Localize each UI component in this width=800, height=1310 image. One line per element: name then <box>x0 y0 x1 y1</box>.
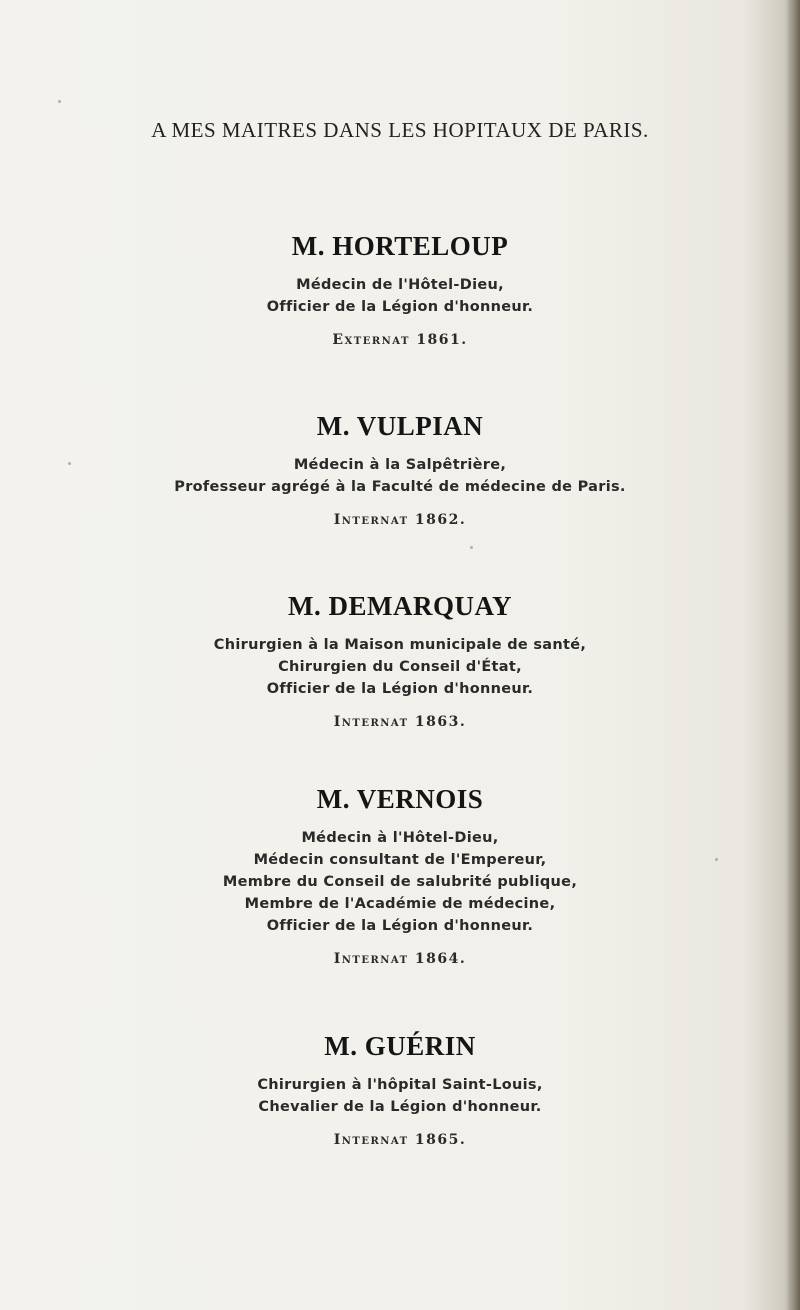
entry-title-line: Chevalier de la Légion d'honneur. <box>258 1099 542 1115</box>
entry-title-line: Officier de la Légion d'honneur. <box>266 299 534 315</box>
entry-title-line: Chirurgien à l'hôpital Saint-Louis, <box>257 1077 543 1093</box>
entry-guerin <box>40 1030 760 1148</box>
entry-title-line: Chirurgien à la Maison municipale de santé, <box>213 637 587 653</box>
entry-year: Internat 1865. <box>333 1132 467 1148</box>
entry-name: M. VULPIAN <box>316 411 484 441</box>
entry-horteloup <box>40 230 760 348</box>
entry-title-line: Médecin consultant de l'Empereur, <box>253 852 547 868</box>
paper-speck <box>58 100 61 103</box>
entry-title-line: Médecin à l'Hôtel-Dieu, <box>301 830 499 846</box>
page-edge-shadow <box>786 0 800 1310</box>
entry-year: Internat 1862. <box>333 512 467 528</box>
entry-title-line: Officier de la Légion d'honneur. <box>266 918 534 934</box>
entry-vulpian <box>40 410 760 528</box>
entry-title-line: Médecin à la Salpêtrière, <box>293 457 507 473</box>
entry-year: Externat 1861. <box>332 332 468 348</box>
entry-title-line: Officier de la Légion d'honneur. <box>266 681 534 697</box>
entry-title-line: Membre du Conseil de salubrité publique, <box>222 874 578 890</box>
entry-year: Internat 1863. <box>333 714 467 730</box>
entry-name: M. DEMARQUAY <box>288 591 512 621</box>
entry-vernois <box>40 783 760 967</box>
entry-name: M. VERNOIS <box>316 784 484 814</box>
entry-title-line: Chirurgien du Conseil d'État, <box>278 659 522 675</box>
entry-title-line: Membre de l'Académie de médecine, <box>244 896 556 912</box>
entry-title-line: Professeur agrégé à la Faculté de médecine de Paris. <box>174 479 626 495</box>
entry-title-line: Médecin de l'Hôtel-Dieu, <box>296 277 504 293</box>
paper-speck <box>470 546 473 549</box>
entry-year: Internat 1864. <box>333 951 467 967</box>
entry-name: M. HORTELOUP <box>291 231 509 261</box>
entry-demarquay <box>40 590 760 730</box>
entry-name: M. GUÉRIN <box>324 1031 476 1061</box>
dedication-heading: A MES MAITRES DANS LES HOPITAUX DE PARIS. <box>151 118 649 142</box>
